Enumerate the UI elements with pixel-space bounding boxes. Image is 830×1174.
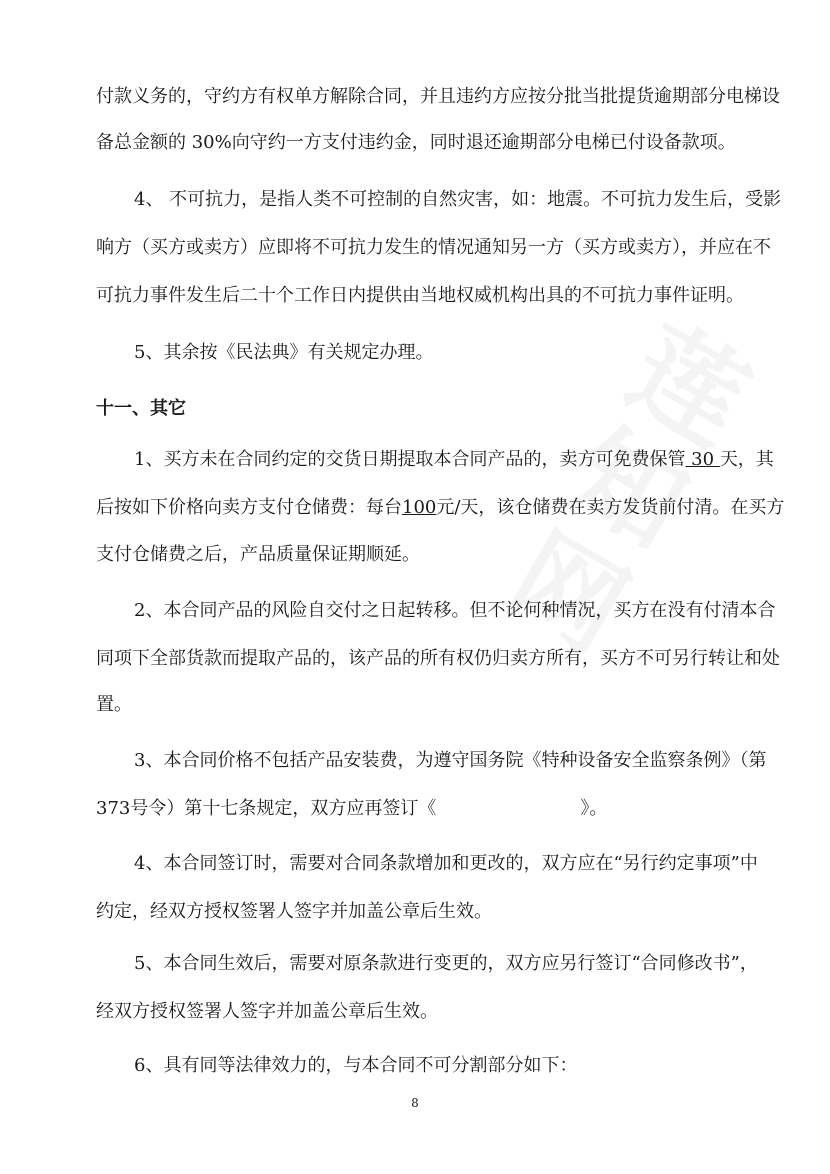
text-line: 4、本合同签订时，需要对合同条款增加和更改的，双方应在“另行约定事项”中 <box>134 853 758 874</box>
text-line: 支付仓储费之后，产品质量保证期顺延。 <box>96 544 420 565</box>
text-segment: 后按如下价格向卖方支付仓储费：每台 <box>96 497 402 518</box>
text-line: 6、具有同等法律效力的，与本合同不可分割部分如下： <box>134 1055 578 1076</box>
text-line <box>134 447 774 473</box>
text-line: 付款义务的，守约方有权单方解除合同，并且违约方应按分批当批提货逾期部分电梯设 <box>96 86 780 107</box>
storage-days-value: 30 <box>685 449 720 470</box>
text-line: 响方（买方或卖方）应即将不可抗力发生的情况通知另一方（买方或卖方），并应在不 <box>96 237 771 258</box>
text-segment: 天，其 <box>719 449 774 470</box>
text-line: 5、其余按《民法典》有关规定办理。 <box>134 342 434 363</box>
section-heading: 十一、其它 <box>96 398 186 419</box>
text-segment: 1、买方未在合同约定的交货日期提取本合同产品的，卖方可免费保管 <box>134 449 686 470</box>
text-line: 373号令）第十七条规定，双方应再签订《 》。 <box>96 798 608 819</box>
text-line: 4、 不可抗力，是指人类不可控制的自然灾害，如：地震。不可抗力发生后，受影 <box>134 189 782 210</box>
text-line: 置。 <box>96 694 132 715</box>
storage-fee-value: 100 <box>402 497 437 518</box>
text-line: 可抗力事件发生后二十个工作日内提供由当地权威机构出具的不可抗力事件证明。 <box>96 285 744 306</box>
text-line: 2、本合同产品的风险自交付之日起转移。但不论何种情况，买方在没有付清本合 <box>134 600 776 621</box>
text-line: 同项下全部货款而提取产品的，该产品的所有权仍归卖方所有，买方不可另行转让和处 <box>96 648 780 669</box>
text-line: 5、本合同生效后，需要对原条款进行变更的，双方应另行签订“合同修改书”， <box>134 953 758 974</box>
text-line <box>96 495 784 521</box>
text-line: 经双方授权签署人签字并加盖公章后生效。 <box>96 1001 438 1022</box>
text-line: 约定，经双方授权签署人签字并加盖公章后生效。 <box>96 901 492 922</box>
text-segment: 元/天，该仓储费在卖方发货前付清。在买方 <box>436 497 785 518</box>
text-line: 3、本合同价格不包括产品安装费，为遵守国务院《特种设备安全监察条例》（第 <box>134 750 767 771</box>
text-line: 备总金额的 30%向守约一方支付违约金，同时退还逾期部分电梯已付设备款项。 <box>96 132 736 153</box>
page-number: 8 <box>411 1096 419 1110</box>
